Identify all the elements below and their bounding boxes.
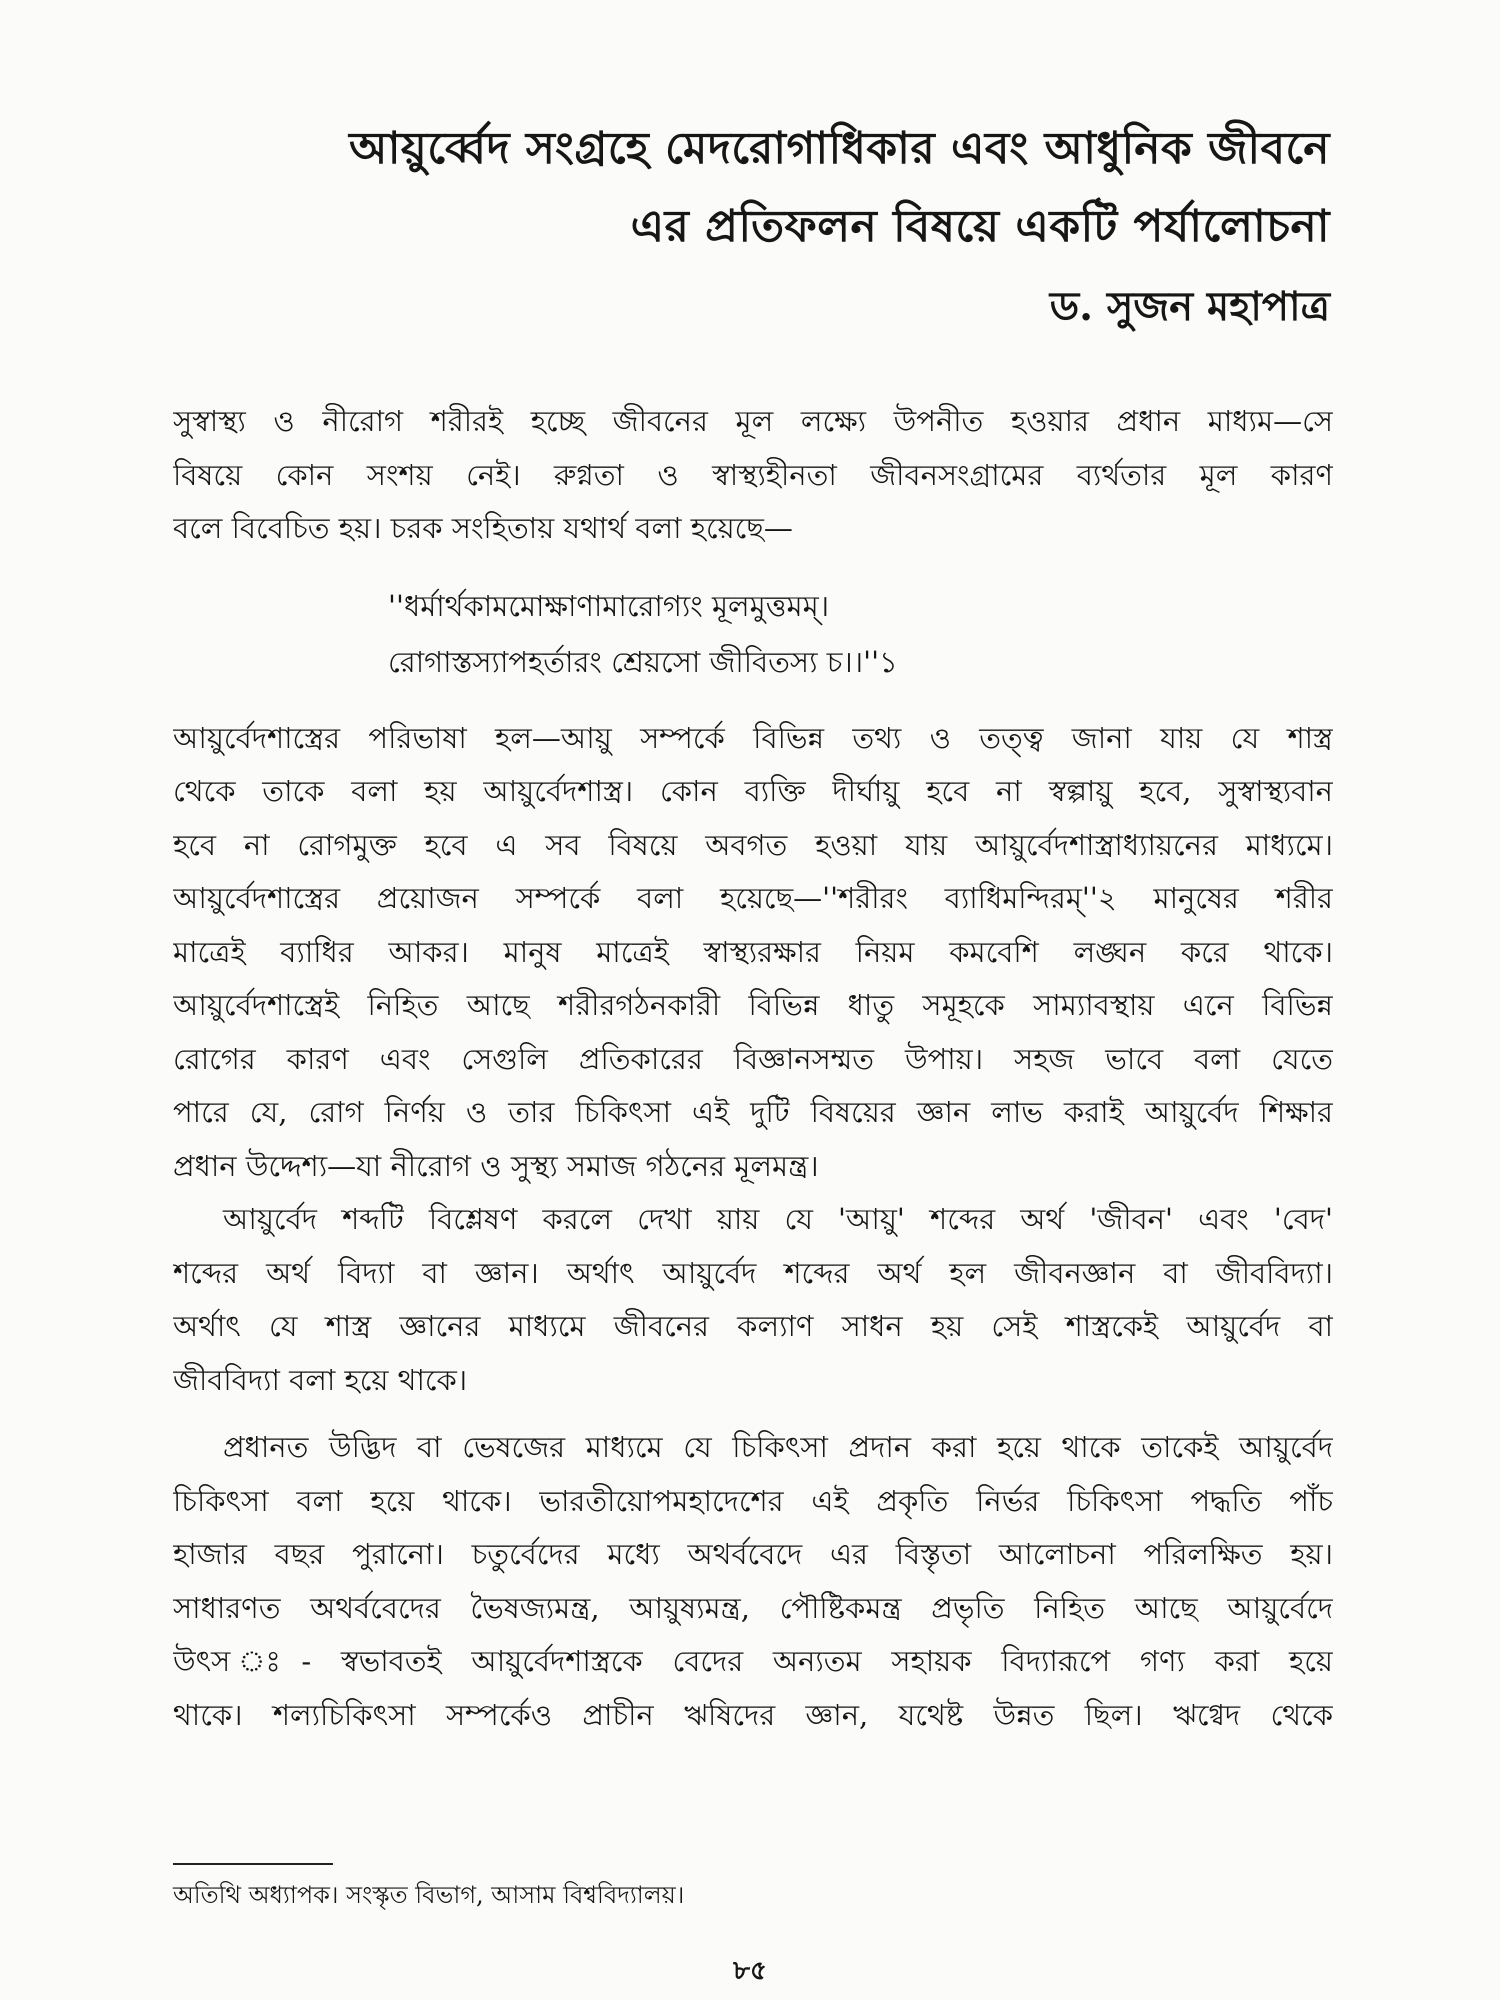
text-line: থেকে তাকে বলা হয় আয়ুর্বেদশাস্ত্র। কোন ব্যক্তি দীর্ঘায়ু হবে না স্বল্পায়ু হবে, সুস্বাস্থ্যবান: [173, 774, 1333, 808]
paragraph-intro: [173, 395, 1333, 556]
text-line: উৎস ঃ- স্বভাবতই আয়ুর্বেদশাস্ত্রকে বেদের অন্যতম সহায়ক বিদ্যারূপে গণ্য করা হয়ে: [173, 1644, 1333, 1678]
text-line: আয়ুর্বেদশাস্ত্রের পরিভাষা হল—আয়ু সম্পর্কে বিভিন্ন তথ্য ও তত্ত্ব জানা যায় যে শাস্ত্র: [173, 720, 1333, 755]
article-title: [130, 110, 1330, 266]
text-line: চিকিৎসা বলা হয়ে থাকে। ভারতীয়োপমহাদেশের এই প্রকৃতি নির্ভর চিকিৎসা পদ্ধতি পাঁচ: [173, 1483, 1333, 1518]
paragraph-history: [173, 1421, 1333, 1742]
text-line: আয়ুর্বেদশাস্ত্রেই নিহিত আছে শরীরগঠনকারী বিভিন্ন ধাতু সমূহকে সাম্যাবস্থায় এনে বিভিন্ন: [173, 988, 1333, 1022]
text-line: রোগের কারণ এবং সেগুলি প্রতিকারের বিজ্ঞানসম্মত উপায়। সহজ ভাবে বলা যেতে: [173, 1041, 1333, 1076]
footnote-divider: [173, 1863, 333, 1865]
text-line: হাজার বছর পুরানো। চতুর্বেদের মধ্যে অথর্ববেদে এর বিস্তৃতা আলোচনা পরিলক্ষিত হয়।: [173, 1537, 1333, 1571]
text-line: বিষয়ে কোন সংশয় নেই। রুগ্নতা ও স্বাস্থ্যহীনতা জীবনসংগ্রামের ব্যর্থতার মূল কারণ: [173, 457, 1333, 492]
text-line: মাত্রেই ব্যাধির আকর। মানুষ মাত্রেই স্বাস্থ্যরক্ষার নিয়ম কমবেশি লঙ্ঘন করে থাকে।: [173, 934, 1333, 969]
text-line: হবে না রোগমুক্ত হবে এ সব বিষয়ে অবগত হওয়া যায় আয়ুর্বেদশাস্ত্রাধ্যায়নের মাধ্যমে।: [173, 827, 1333, 862]
text-line: অর্থাৎ যে শাস্ত্র জ্ঞানের মাধ্যমে জীবনের কল্যাণ সাধন হয় সেই শাস্ত্রকেই আয়ুর্বেদ বা: [173, 1309, 1333, 1343]
paragraph-etymology: [173, 1193, 1333, 1407]
text-line: সাধারণত অথর্ববেদের ভৈষজ্যমন্ত্র, আয়ুষ্যমন্ত্র, পৌষ্টিকমন্ত্র প্রভৃতি নিহিত আছে আয়ুর্বেদে: [173, 1590, 1333, 1625]
text-line: আয়ুর্বেদশাস্ত্রের প্রয়োজন সম্পর্কে বলা হয়েছে—''শরীরং ব্যাধিমন্দিরম্''২ মানুষের শরীর: [173, 881, 1333, 915]
author-name: ড. সুজন মহাপাত্র: [1049, 283, 1330, 330]
title-line: আয়ুর্ব্বেদ সংগ্রহে মেদরোগাধিকার এবং আধুনিক জীবনে: [349, 123, 1330, 174]
page-number: ৮৫: [733, 1956, 767, 1986]
sanskrit-verse: [388, 578, 1333, 690]
text-line: থাকে। শল্যচিকিৎসা সম্পর্কেও প্রাচীন ঋষিদের জ্ঞান, যথেষ্ট উন্নত ছিল। ঋগ্বেদ থেকে: [173, 1697, 1333, 1732]
text-line: আয়ুর্বেদ শব্দটি বিশ্লেষণ করলে দেখা য়ায় যে 'আয়ু' শব্দের অর্থ 'জীবন' এবং 'বেদ': [223, 1202, 1333, 1236]
text-line: জীববিদ্যা বলা হয়ে থাকে।: [173, 1362, 468, 1397]
text-line: শব্দের অর্থ বিদ্যা বা জ্ঞান। অর্থাৎ আয়ুর্বেদ শব্দের অর্থ হল জীবনজ্ঞান বা জীববিদ্যা।: [173, 1255, 1333, 1290]
paragraph-definition: [173, 712, 1333, 1194]
text-line: বলে বিবেচিত হয়। চরক সংহিতায় যথার্থ বলা হয়েছে—: [173, 511, 793, 545]
text-line: প্রধান উদ্দেশ্য—যা নীরোগ ও সুস্থ্য সমাজ গঠনের মূলমন্ত্র।: [173, 1148, 819, 1183]
footnote: অতিথি অধ্যাপক। সংস্কৃত বিভাগ, আসাম বিশ্ববিদ্যালয়।: [173, 1881, 685, 1909]
title-line: এর প্রতিফলন বিষয়ে একটি পর্যালোচনা: [630, 201, 1330, 252]
verse-line: ''ধর্মার্থকামমোক্ষাণামারোগ্যং মূলমুত্তমম্।: [388, 588, 830, 623]
text-line: সুস্বাস্থ্য ও নীরোগ শরীরই হচ্ছে জীবনের মূল লক্ষ্যে উপনীত হওয়ার প্রধান মাধ্যম—সে: [173, 404, 1333, 438]
text-line: পারে যে, রোগ নির্ণয় ও তার চিকিৎসা এই দুটি বিষয়ের জ্ঞান লাভ করাই আয়ুর্বেদ শিক্ষার: [173, 1095, 1333, 1129]
text-line: প্রধানত উদ্ভিদ বা ভেষজের মাধ্যমে যে চিকিৎসা প্রদান করা হয়ে থাকে তাকেই আয়ুর্বেদ: [223, 1430, 1333, 1464]
article-body: [173, 395, 1333, 1742]
verse-line: রোগাস্তস্যাপহর্তারং শ্রেয়সো জীবিতস্য চ।।''১: [388, 644, 898, 679]
